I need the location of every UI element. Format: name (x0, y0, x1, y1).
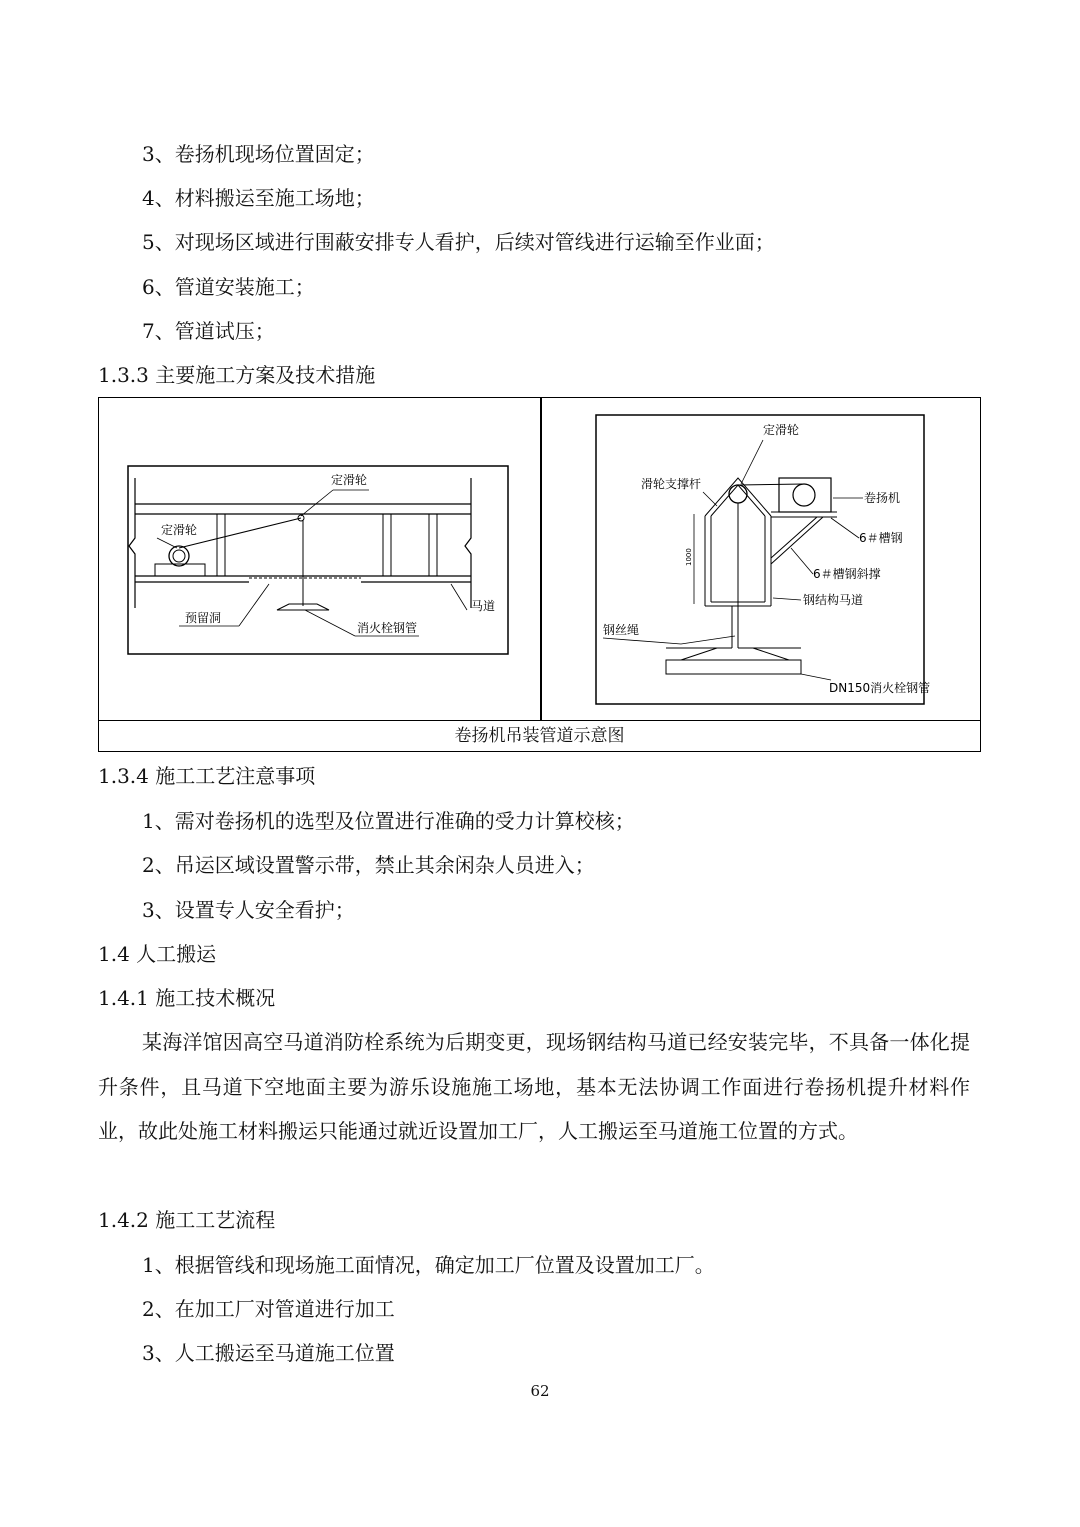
step-item: 1、根据管线和现场施工面情况，确定加工厂位置及设置加工厂。 (142, 1253, 715, 1277)
section-heading-1-4: 1.4 人工搬运 (98, 942, 217, 966)
label-pipe-left: 消火栓钢管 (357, 621, 418, 635)
label-winch: 卷扬机 (864, 491, 901, 505)
step-item: 3、卷扬机现场位置固定； (142, 142, 375, 166)
section-heading-1-4-2: 1.4.2 施工工艺流程 (98, 1208, 276, 1232)
left-diagram (99, 398, 539, 720)
label-dim: 1000 (685, 548, 693, 566)
label-brace: 6＃槽钢斜撑 (813, 567, 881, 581)
note-item: 1、需对卷扬机的选型及位置进行准确的受力计算校核； (142, 809, 635, 833)
label-steel-catwalk: 钢结构马道 (803, 593, 864, 607)
step-item: 3、人工搬运至马道施工位置 (142, 1341, 395, 1365)
right-diagram (541, 398, 981, 720)
figure-table (98, 397, 981, 752)
section-heading-1-3-3: 1.3.3 主要施工方案及技术措施 (98, 363, 376, 387)
step-item: 4、材料搬运至施工场地； (142, 186, 375, 210)
label-catwalk: 马道 (471, 599, 496, 613)
label-pipe-right: DN150消火栓钢管 (829, 681, 931, 695)
step-item: 2、在加工厂对管道进行加工 (142, 1297, 395, 1321)
note-item: 3、设置专人安全看护； (142, 898, 355, 922)
step-item: 7、管道试压； (142, 319, 275, 343)
paragraph-overview: 某海洋馆因高空马道消防栓系统为后期变更，现场钢结构马道已经安装完毕，不具备一体化提升条件，且马道下空地面主要为游乐设施施工场地，基本无法协调工作面进行卷扬机提升材料作业，故此处施工材料搬运只能通过就近设置加工厂，人工搬运至马道施工位置的方式。 (98, 1030, 970, 1143)
label-wire-rope: 钢丝绳 (603, 623, 640, 637)
section-heading-1-3-4: 1.3.4 施工工艺注意事项 (98, 764, 316, 788)
figure-caption: 卷扬机吊装管道示意图 (99, 720, 980, 751)
note-item: 2、吊运区域设置警示带，禁止其余闲杂人员进入； (142, 853, 595, 877)
section-heading-1-4-1: 1.4.1 施工技术概况 (98, 986, 276, 1010)
label-pulley-top: 定滑轮 (331, 473, 368, 487)
label-channel: 6＃槽钢 (859, 531, 903, 545)
label-reserved-hole: 预留洞 (185, 611, 222, 625)
page-number: 62 (530, 1382, 550, 1400)
label-pulley-right: 定滑轮 (763, 423, 800, 437)
label-support-rod: 滑轮支撑杆 (641, 477, 702, 491)
step-item: 6、管道安装施工； (142, 275, 315, 299)
label-pulley-left: 定滑轮 (161, 523, 198, 537)
step-item: 5、对现场区域进行围蔽安排专人看护，后续对管线进行运输至作业面； (142, 230, 775, 254)
